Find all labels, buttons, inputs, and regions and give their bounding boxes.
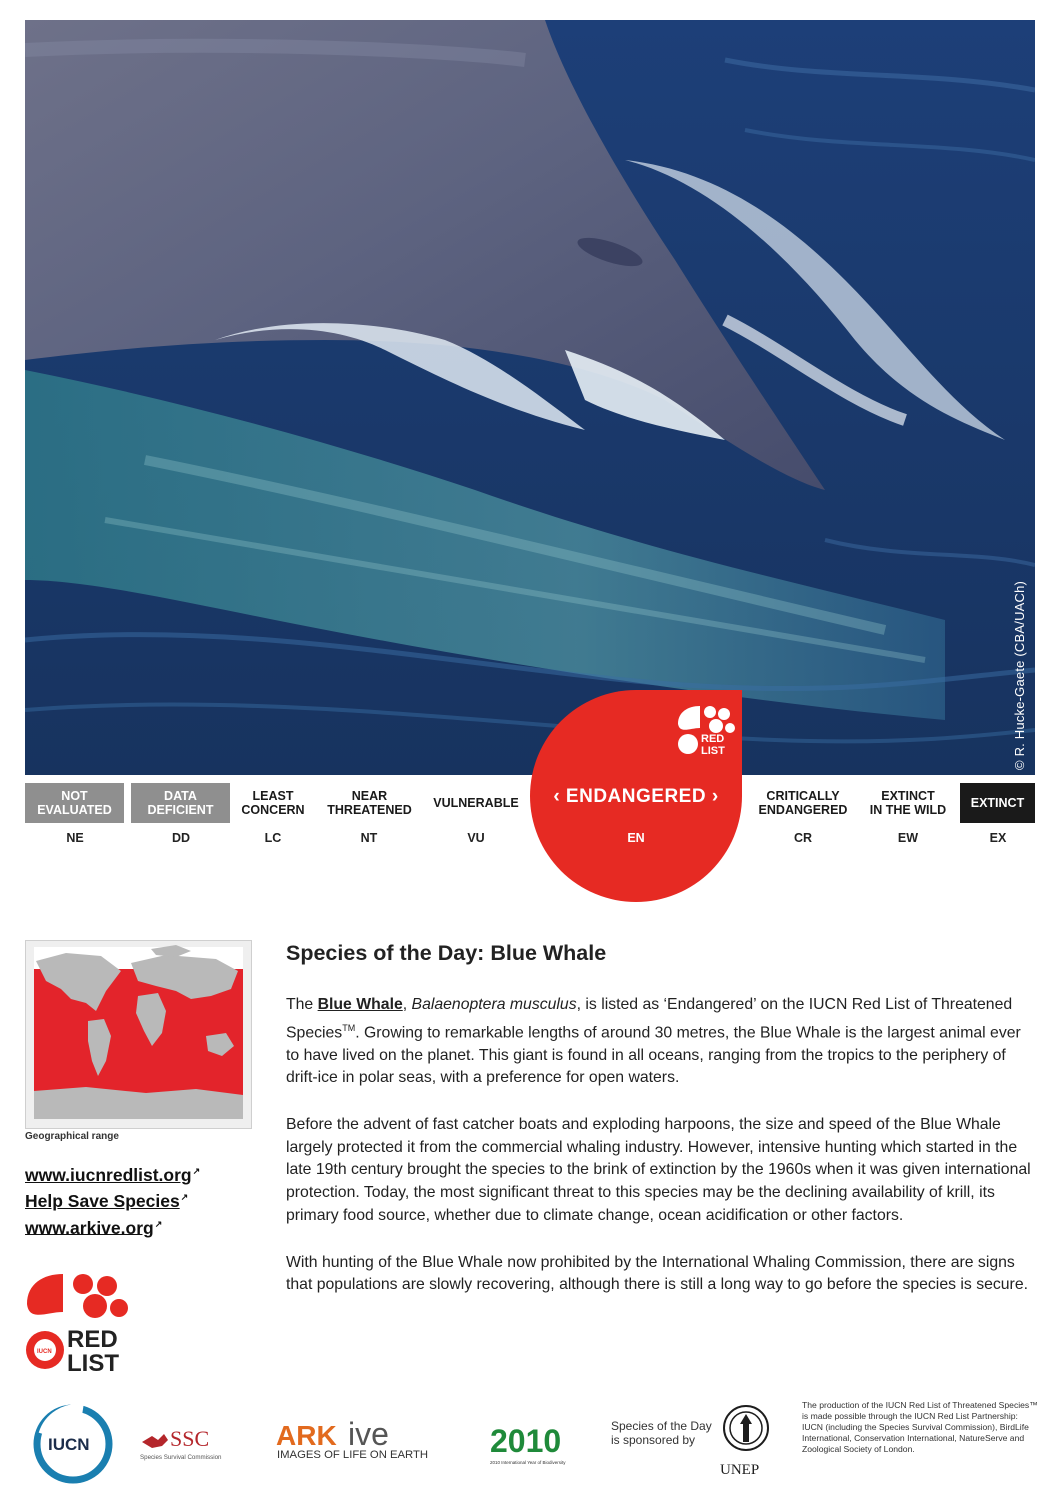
paragraph-1: The Blue Whale, Balaenoptera musculus, is listed as ‘Endangered’ on the IUCN Red List of Threatened Species™. Growing to remarkable lengths of around 30 metres, the Blue Whale is the largest animal ever to have lived on the planet. This giant is found in all oceans, ranging from the tropics to the periphery of drift-ice in polar seas, with a preference for open waters. (286, 996, 1021, 1087)
category-near-threatened: NEAR THREATENED (327, 789, 412, 817)
year-2010-biodiversity-logo (488, 1418, 583, 1466)
code-cr: CR (793, 831, 813, 845)
iucn-red-list-logo (25, 1272, 145, 1377)
unep-text: UNEP (720, 1462, 760, 1478)
external-link-icon: ↗ (192, 1166, 201, 1176)
mini-logo-red: RED (701, 733, 725, 745)
iucn-text: IUCN (48, 1435, 90, 1454)
arkive-subtitle: IMAGES OF LIFE ON EARTH (277, 1449, 429, 1460)
link-help-save-species[interactable] (25, 1186, 200, 1212)
category-data-deficient: DATA DEFICIENT (131, 783, 230, 823)
blue-whale-photo (25, 20, 1035, 775)
code-nt: NT (360, 831, 378, 845)
category-endangered: ‹ ENDANGERED › (553, 786, 719, 807)
unep-logo (716, 1402, 776, 1482)
code-ex: EX (989, 831, 1007, 845)
year-2010-subtitle: 2010 International Year of Biodiversity (490, 1460, 566, 1465)
hero-photo (25, 20, 1035, 775)
category-critically-endangered: CRITICALLY ENDANGERED (758, 789, 848, 817)
article-title: Species of the Day: Blue Whale (286, 941, 607, 965)
arkive-logo (276, 1418, 456, 1460)
species-link-blue-whale[interactable]: Blue Whale (317, 996, 403, 1013)
code-lc: LC (264, 831, 282, 845)
code-vu: VU (467, 831, 485, 845)
sponsor-text: Species of the Day is sponsored by (611, 1419, 712, 1447)
link-iucnredlist[interactable] (25, 1160, 200, 1186)
category-extinct-in-the-wild: EXTINCT IN THE WILD (869, 789, 947, 817)
rl-logo-iucn: IUCN (37, 1349, 52, 1355)
external-link-icon: ↗ (154, 1218, 163, 1229)
red-list-mini-logo (676, 704, 736, 759)
arkive-ive: ive (348, 1418, 389, 1452)
link-text-iucnredlist[interactable]: www.iucnredlist.org (25, 1164, 192, 1185)
ssc-text: SSC (170, 1426, 210, 1451)
year-2010-text: 2010 (490, 1423, 562, 1459)
category-not-evaluated: NOT EVALUATED (25, 783, 124, 823)
article-body (286, 994, 1038, 1321)
code-ew: EW (897, 831, 919, 845)
code-dd: DD (171, 831, 191, 845)
paragraph-3: With hunting of the Blue Whale now prohibited by the International Whaling Commission, there are signs that populations are slowly recovering, although there is still a long way to go before the species is secure. (286, 1253, 1028, 1294)
rl-logo-list: LIST (67, 1350, 119, 1377)
partnership-note: The production of the IUCN Red List of Threatened Species™ is made possible through the IUCN Red List Partnership: IUCN (including the Species Survival Commission), BirdLife International, Conservation International, NatureServe and Zoological Society of London. (802, 1400, 1038, 1454)
category-least-concern: LEAST CONCERN (241, 789, 305, 817)
geographical-range-map (25, 940, 252, 1129)
code-en: EN (627, 831, 645, 845)
photo-credit: © R. Hucke-Gaete (CBA/UACh) (1012, 580, 1027, 770)
iucn-logo (33, 1404, 113, 1484)
code-ne: NE (66, 831, 84, 845)
map-caption: Geographical range (25, 1131, 119, 1142)
trademark: TM (342, 1022, 356, 1033)
ssc-logo (138, 1420, 243, 1462)
link-arkive[interactable] (25, 1213, 200, 1239)
external-links (25, 1160, 200, 1239)
paragraph-2: Before the advent of fast catcher boats and exploding harpoons, the size and speed of the Blue Whale largely protected it from the commercial whaling industry. However, intensive hunting which started in the late 19th century brought the species to the brink of extinction by the 1960s when it was given international protection. Today, the most significant threat to this species may be the declining availability of krill, its primary food source, whether due to climate change, ocean acidification or other factors. (286, 1116, 1031, 1224)
rl-logo-red: RED (67, 1326, 118, 1353)
ssc-subtitle: Species Survival Commission (140, 1454, 222, 1461)
arkive-ark: ARK (276, 1420, 337, 1451)
mini-logo-list: LIST (701, 745, 725, 757)
scientific-name: Balaenoptera musculus (411, 996, 577, 1013)
link-text-help-save-species[interactable]: Help Save Species (25, 1191, 180, 1212)
external-link-icon: ↗ (180, 1192, 189, 1203)
link-text-arkive[interactable]: www.arkive.org (25, 1217, 154, 1238)
category-extinct: EXTINCT (960, 783, 1035, 823)
category-vulnerable: VULNERABLE (433, 796, 519, 810)
